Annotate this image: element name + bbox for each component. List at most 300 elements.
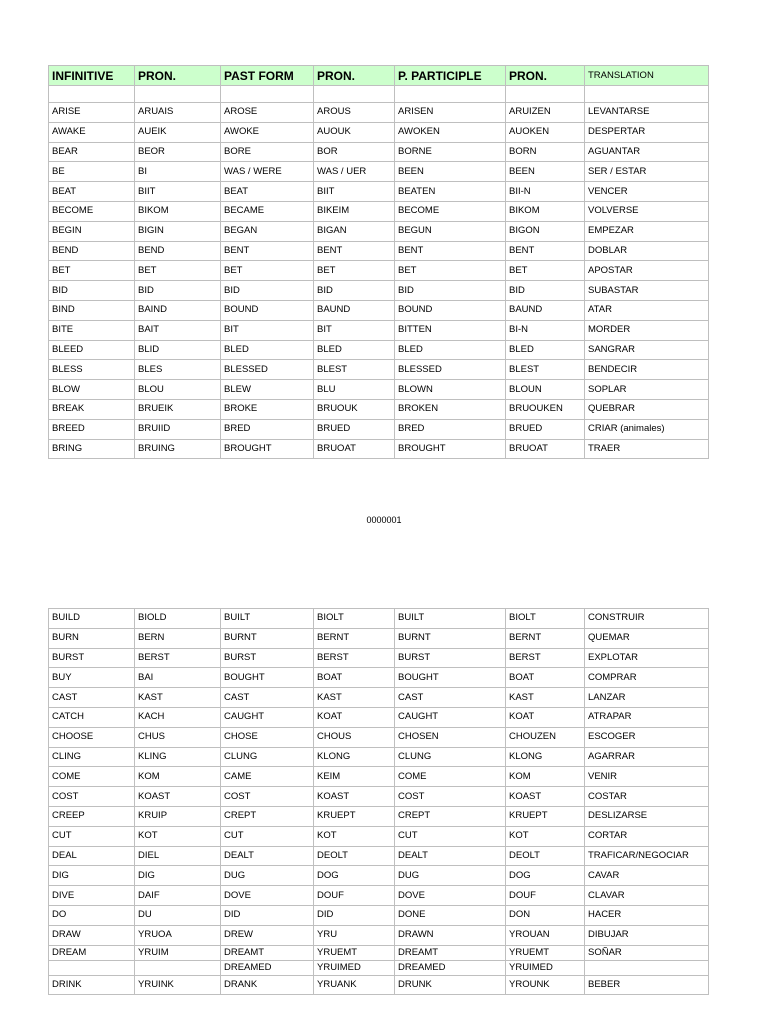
pron-cell: BI xyxy=(135,162,221,182)
participle-cell: BROUGHT xyxy=(395,439,506,459)
past-pron-cell: BOR xyxy=(314,142,395,162)
past-pron-cell: BENT xyxy=(314,241,395,261)
past-pron-cell: KRUEPT xyxy=(314,806,395,826)
infinitive-cell: BUY xyxy=(49,668,135,688)
translation-cell: CLAVAR xyxy=(585,886,709,906)
table-row xyxy=(49,399,709,419)
infinitive-cell: BLEED xyxy=(49,340,135,360)
infinitive-cell: BET xyxy=(49,261,135,281)
participle-pron-cell: DEOLT xyxy=(506,846,585,866)
table-row xyxy=(49,628,709,648)
translation-cell: SUBASTAR xyxy=(585,281,709,301)
participle-pron-cell: ARUIZEN xyxy=(506,103,585,123)
translation-cell: CRIAR (animales) xyxy=(585,419,709,439)
pron-cell: BLID xyxy=(135,340,221,360)
table-row xyxy=(49,261,709,281)
participle-cell: DEALT xyxy=(395,846,506,866)
table-row xyxy=(49,182,709,202)
participle-cell: CLUNG xyxy=(395,747,506,767)
participle-pron-cell: KOAST xyxy=(506,787,585,807)
participle-cell: BUILT xyxy=(395,609,506,629)
past-pron-cell: BERNT xyxy=(314,628,395,648)
past-pron-cell: CHOUS xyxy=(314,727,395,747)
participle-pron-cell: KAST xyxy=(506,688,585,708)
infinitive-cell: BUILD xyxy=(49,609,135,629)
past-form-cell: BENT xyxy=(221,241,314,261)
table-row xyxy=(49,846,709,866)
participle-pron-cell: BI-N xyxy=(506,320,585,340)
past-form-cell: COST xyxy=(221,787,314,807)
participle-pron-cell: DOUF xyxy=(506,886,585,906)
translation-cell: CORTAR xyxy=(585,826,709,846)
participle-pron-cell: YRUIMED xyxy=(506,960,585,975)
pron-cell: BIOLD xyxy=(135,609,221,629)
past-form-cell: CHOSE xyxy=(221,727,314,747)
past-pron-cell: BET xyxy=(314,261,395,281)
pron-cell: KOT xyxy=(135,826,221,846)
participle-cell: ARISEN xyxy=(395,103,506,123)
translation-cell: TRAER xyxy=(585,439,709,459)
pron-cell xyxy=(135,960,221,975)
participle-cell: COME xyxy=(395,767,506,787)
blank-cell xyxy=(49,86,135,103)
participle-cell: CAUGHT xyxy=(395,707,506,727)
translation-cell: TRAFICAR/NEGOCIAR xyxy=(585,846,709,866)
past-pron-cell: BERST xyxy=(314,648,395,668)
infinitive-cell: CUT xyxy=(49,826,135,846)
infinitive-cell: BURN xyxy=(49,628,135,648)
table-row xyxy=(49,707,709,727)
table-row xyxy=(49,747,709,767)
infinitive-cell: BEGIN xyxy=(49,221,135,241)
pron-cell: KOAST xyxy=(135,787,221,807)
table-row xyxy=(49,103,709,123)
participle-cell: DUG xyxy=(395,866,506,886)
infinitive-cell: DO xyxy=(49,905,135,925)
infinitive-cell: BECOME xyxy=(49,201,135,221)
participle-cell: BROKEN xyxy=(395,399,506,419)
past-pron-cell: WAS / UER xyxy=(314,162,395,182)
past-form-cell: BURST xyxy=(221,648,314,668)
infinitive-cell: BE xyxy=(49,162,135,182)
participle-cell: BLESSED xyxy=(395,360,506,380)
past-form-cell: BEAT xyxy=(221,182,314,202)
past-pron-cell: AUOUK xyxy=(314,122,395,142)
page-number: 0000001 xyxy=(366,515,402,525)
participle-pron-cell: KRUEPT xyxy=(506,806,585,826)
past-form-cell: DRANK xyxy=(221,975,314,995)
pron-cell: DU xyxy=(135,905,221,925)
blank-cell xyxy=(221,86,314,103)
translation-cell: ATAR xyxy=(585,300,709,320)
participle-pron-cell: BENT xyxy=(506,241,585,261)
table-row xyxy=(49,241,709,261)
participle-cell: BET xyxy=(395,261,506,281)
translation-cell: APOSTAR xyxy=(585,261,709,281)
translation-cell: VENCER xyxy=(585,182,709,202)
verb-table-1 xyxy=(48,65,709,459)
participle-pron-cell: KOM xyxy=(506,767,585,787)
past-form-cell: DREAMED xyxy=(221,960,314,975)
pron-cell: BEND xyxy=(135,241,221,261)
participle-pron-cell: BERNT xyxy=(506,628,585,648)
pron-cell: BERN xyxy=(135,628,221,648)
participle-cell: DOVE xyxy=(395,886,506,906)
pron-cell: YRUOA xyxy=(135,925,221,945)
translation-cell: MORDER xyxy=(585,320,709,340)
infinitive-cell: DRAW xyxy=(49,925,135,945)
past-pron-cell: BRUED xyxy=(314,419,395,439)
infinitive-cell: COST xyxy=(49,787,135,807)
pron-cell: BERST xyxy=(135,648,221,668)
blank-cell xyxy=(585,86,709,103)
past-pron-cell: BRUOUK xyxy=(314,399,395,419)
table-row xyxy=(49,767,709,787)
translation-cell xyxy=(585,960,709,975)
past-form-cell: BUILT xyxy=(221,609,314,629)
table-row xyxy=(49,320,709,340)
participle-pron-cell: YRUEMT xyxy=(506,945,585,960)
past-pron-cell: BLU xyxy=(314,380,395,400)
pron-cell: YRUIM xyxy=(135,945,221,960)
pron-cell: AUEIK xyxy=(135,122,221,142)
table-row xyxy=(49,648,709,668)
table-row xyxy=(49,142,709,162)
participle-pron-cell: BERST xyxy=(506,648,585,668)
past-pron-cell: BRUOAT xyxy=(314,439,395,459)
participle-pron-cell: BEEN xyxy=(506,162,585,182)
infinitive-cell: BIND xyxy=(49,300,135,320)
participle-cell: BLED xyxy=(395,340,506,360)
table-row xyxy=(49,668,709,688)
past-pron-cell: YRUEMT xyxy=(314,945,395,960)
participle-cell: CHOSEN xyxy=(395,727,506,747)
participle-pron-cell: BRUOAT xyxy=(506,439,585,459)
past-form-cell: CAME xyxy=(221,767,314,787)
pron-cell: BLOU xyxy=(135,380,221,400)
translation-cell: SER / ESTAR xyxy=(585,162,709,182)
participle-pron-cell: BLED xyxy=(506,340,585,360)
participle-pron-cell: BID xyxy=(506,281,585,301)
past-form-cell: CAUGHT xyxy=(221,707,314,727)
pron-cell: CHUS xyxy=(135,727,221,747)
infinitive-cell: CHOOSE xyxy=(49,727,135,747)
participle-cell: BLOWN xyxy=(395,380,506,400)
infinitive-cell: CAST xyxy=(49,688,135,708)
past-form-cell: CREPT xyxy=(221,806,314,826)
pron-cell: BAIT xyxy=(135,320,221,340)
past-form-cell: BLEW xyxy=(221,380,314,400)
infinitive-cell: BREAK xyxy=(49,399,135,419)
table-row xyxy=(49,609,709,629)
pron-cell: BIIT xyxy=(135,182,221,202)
header-past-participle: P. PARTICIPLE xyxy=(395,66,506,86)
participle-pron-cell: BET xyxy=(506,261,585,281)
past-form-cell: DREAMT xyxy=(221,945,314,960)
pron-cell: ARUAIS xyxy=(135,103,221,123)
past-pron-cell: KEIM xyxy=(314,767,395,787)
table-row xyxy=(49,975,709,995)
participle-pron-cell: BIKOM xyxy=(506,201,585,221)
past-pron-cell: DEOLT xyxy=(314,846,395,866)
infinitive-cell: COME xyxy=(49,767,135,787)
participle-pron-cell: DOG xyxy=(506,866,585,886)
past-pron-cell: KOT xyxy=(314,826,395,846)
participle-cell: BURST xyxy=(395,648,506,668)
translation-cell: AGUANTAR xyxy=(585,142,709,162)
pron-cell: DIEL xyxy=(135,846,221,866)
past-form-cell: WAS / WERE xyxy=(221,162,314,182)
past-form-cell: BROKE xyxy=(221,399,314,419)
past-pron-cell: KOAST xyxy=(314,787,395,807)
past-form-cell: BET xyxy=(221,261,314,281)
participle-pron-cell: YROUNK xyxy=(506,975,585,995)
past-form-cell: DUG xyxy=(221,866,314,886)
participle-pron-cell: AUOKEN xyxy=(506,122,585,142)
translation-cell: CAVAR xyxy=(585,866,709,886)
blank-cell xyxy=(395,86,506,103)
translation-cell: BENDECIR xyxy=(585,360,709,380)
past-form-cell: BOUGHT xyxy=(221,668,314,688)
table-2-body xyxy=(49,609,709,995)
header-row xyxy=(49,66,709,86)
past-pron-cell: BLEST xyxy=(314,360,395,380)
table-row xyxy=(49,201,709,221)
header-translation: TRANSLATION xyxy=(585,66,709,86)
pron-cell: BET xyxy=(135,261,221,281)
infinitive-cell: BEAR xyxy=(49,142,135,162)
past-form-cell: BORE xyxy=(221,142,314,162)
pron-cell: YRUINK xyxy=(135,975,221,995)
participle-cell: CAST xyxy=(395,688,506,708)
past-form-cell: BECAME xyxy=(221,201,314,221)
pron-cell: KLING xyxy=(135,747,221,767)
infinitive-cell: BITE xyxy=(49,320,135,340)
pron-cell: BAIND xyxy=(135,300,221,320)
past-form-cell: BLESSED xyxy=(221,360,314,380)
infinitive-cell: BLOW xyxy=(49,380,135,400)
header-pron-2: PRON. xyxy=(314,66,395,86)
participle-cell: BORNE xyxy=(395,142,506,162)
translation-cell: VOLVERSE xyxy=(585,201,709,221)
past-pron-cell: DOG xyxy=(314,866,395,886)
participle-cell: CREPT xyxy=(395,806,506,826)
translation-cell: DESPERTAR xyxy=(585,122,709,142)
translation-cell: EXPLOTAR xyxy=(585,648,709,668)
translation-cell: LANZAR xyxy=(585,688,709,708)
past-pron-cell: AROUS xyxy=(314,103,395,123)
table-row xyxy=(49,866,709,886)
participle-pron-cell: KOAT xyxy=(506,707,585,727)
past-pron-cell: BLED xyxy=(314,340,395,360)
translation-cell: DIBUJAR xyxy=(585,925,709,945)
participle-cell: BRED xyxy=(395,419,506,439)
participle-pron-cell: DON xyxy=(506,905,585,925)
participle-cell: COST xyxy=(395,787,506,807)
participle-pron-cell: YROUAN xyxy=(506,925,585,945)
table-row xyxy=(49,221,709,241)
past-form-cell: BRED xyxy=(221,419,314,439)
infinitive-cell: CATCH xyxy=(49,707,135,727)
infinitive-cell: DIG xyxy=(49,866,135,886)
pron-cell: KOM xyxy=(135,767,221,787)
table-row xyxy=(49,960,709,975)
past-pron-cell: BIT xyxy=(314,320,395,340)
past-pron-cell: YRUIMED xyxy=(314,960,395,975)
participle-pron-cell: BOAT xyxy=(506,668,585,688)
past-form-cell: BROUGHT xyxy=(221,439,314,459)
participle-cell: BID xyxy=(395,281,506,301)
pron-cell: KAST xyxy=(135,688,221,708)
past-pron-cell: KAST xyxy=(314,688,395,708)
past-form-cell: DEALT xyxy=(221,846,314,866)
infinitive-cell: CLING xyxy=(49,747,135,767)
table-row xyxy=(49,281,709,301)
infinitive-cell: DEAL xyxy=(49,846,135,866)
infinitive-cell: BREED xyxy=(49,419,135,439)
participle-cell: BURNT xyxy=(395,628,506,648)
participle-cell: DRUNK xyxy=(395,975,506,995)
participle-cell: BOUND xyxy=(395,300,506,320)
past-pron-cell: KLONG xyxy=(314,747,395,767)
participle-cell: DREAMT xyxy=(395,945,506,960)
table-row xyxy=(49,905,709,925)
table-row xyxy=(49,439,709,459)
participle-cell: BEGUN xyxy=(395,221,506,241)
past-pron-cell: KOAT xyxy=(314,707,395,727)
infinitive-cell: BEAT xyxy=(49,182,135,202)
infinitive-cell: AWAKE xyxy=(49,122,135,142)
past-form-cell: CUT xyxy=(221,826,314,846)
participle-pron-cell: BIGON xyxy=(506,221,585,241)
pron-cell: KACH xyxy=(135,707,221,727)
translation-cell: QUEMAR xyxy=(585,628,709,648)
participle-cell: DREAMED xyxy=(395,960,506,975)
table-row xyxy=(49,688,709,708)
infinitive-cell: BRING xyxy=(49,439,135,459)
participle-pron-cell: BAUND xyxy=(506,300,585,320)
translation-cell: ESCOGER xyxy=(585,727,709,747)
past-pron-cell: BAUND xyxy=(314,300,395,320)
participle-cell: DRAWN xyxy=(395,925,506,945)
blank-cell xyxy=(135,86,221,103)
translation-cell: DOBLAR xyxy=(585,241,709,261)
infinitive-cell: DREAM xyxy=(49,945,135,960)
past-pron-cell: BIKEIM xyxy=(314,201,395,221)
translation-cell: HACER xyxy=(585,905,709,925)
past-pron-cell: YRU xyxy=(314,925,395,945)
participle-pron-cell: BORN xyxy=(506,142,585,162)
translation-cell: COMPRAR xyxy=(585,668,709,688)
blank-row xyxy=(49,86,709,103)
translation-cell: AGARRAR xyxy=(585,747,709,767)
infinitive-cell: DRINK xyxy=(49,975,135,995)
past-form-cell: BURNT xyxy=(221,628,314,648)
past-pron-cell: BID xyxy=(314,281,395,301)
table-1-body xyxy=(49,86,709,459)
participle-pron-cell: KLONG xyxy=(506,747,585,767)
participle-pron-cell: BII-N xyxy=(506,182,585,202)
participle-cell: CUT xyxy=(395,826,506,846)
table-row xyxy=(49,360,709,380)
table-row xyxy=(49,162,709,182)
table-row xyxy=(49,340,709,360)
past-form-cell: DOVE xyxy=(221,886,314,906)
verb-table-2 xyxy=(48,608,709,995)
participle-pron-cell: KOT xyxy=(506,826,585,846)
translation-cell: COSTAR xyxy=(585,787,709,807)
infinitive-cell: BID xyxy=(49,281,135,301)
blank-cell xyxy=(506,86,585,103)
infinitive-cell: BURST xyxy=(49,648,135,668)
past-form-cell: BLED xyxy=(221,340,314,360)
participle-cell: BECOME xyxy=(395,201,506,221)
table-row xyxy=(49,727,709,747)
participle-pron-cell: BRUOUKEN xyxy=(506,399,585,419)
past-form-cell: BIT xyxy=(221,320,314,340)
pron-cell: BRUIID xyxy=(135,419,221,439)
table-row xyxy=(49,945,709,960)
participle-pron-cell: CHOUZEN xyxy=(506,727,585,747)
participle-cell: DONE xyxy=(395,905,506,925)
pron-cell: BRUEIK xyxy=(135,399,221,419)
past-pron-cell: YRUANK xyxy=(314,975,395,995)
past-form-cell: AROSE xyxy=(221,103,314,123)
past-form-cell: AWOKE xyxy=(221,122,314,142)
pron-cell: KRUIP xyxy=(135,806,221,826)
translation-cell: SOÑAR xyxy=(585,945,709,960)
table-row xyxy=(49,787,709,807)
past-form-cell: BID xyxy=(221,281,314,301)
infinitive-cell: ARISE xyxy=(49,103,135,123)
participle-cell: BITTEN xyxy=(395,320,506,340)
past-pron-cell: DID xyxy=(314,905,395,925)
translation-cell: ATRAPAR xyxy=(585,707,709,727)
past-form-cell: DREW xyxy=(221,925,314,945)
infinitive-cell: DIVE xyxy=(49,886,135,906)
participle-cell: BOUGHT xyxy=(395,668,506,688)
past-form-cell: CLUNG xyxy=(221,747,314,767)
participle-pron-cell: BLEST xyxy=(506,360,585,380)
participle-cell: AWOKEN xyxy=(395,122,506,142)
translation-cell: EMPEZAR xyxy=(585,221,709,241)
participle-cell: BENT xyxy=(395,241,506,261)
pron-cell: BAI xyxy=(135,668,221,688)
table-row xyxy=(49,122,709,142)
table-row xyxy=(49,419,709,439)
table-row xyxy=(49,380,709,400)
participle-pron-cell: BIOLT xyxy=(506,609,585,629)
translation-cell: VENIR xyxy=(585,767,709,787)
past-pron-cell: BIOLT xyxy=(314,609,395,629)
header-infinitive: INFINITIVE xyxy=(49,66,135,86)
pron-cell: BEOR xyxy=(135,142,221,162)
pron-cell: DAIF xyxy=(135,886,221,906)
table-row xyxy=(49,826,709,846)
past-pron-cell: BIIT xyxy=(314,182,395,202)
translation-cell: LEVANTARSE xyxy=(585,103,709,123)
past-pron-cell: BIGAN xyxy=(314,221,395,241)
table-row xyxy=(49,925,709,945)
pron-cell: BLES xyxy=(135,360,221,380)
participle-cell: BEEN xyxy=(395,162,506,182)
translation-cell: CONSTRUIR xyxy=(585,609,709,629)
blank-cell xyxy=(314,86,395,103)
header-pron-1: PRON. xyxy=(135,66,221,86)
pron-cell: BIKOM xyxy=(135,201,221,221)
pron-cell: BID xyxy=(135,281,221,301)
pron-cell: BRUING xyxy=(135,439,221,459)
